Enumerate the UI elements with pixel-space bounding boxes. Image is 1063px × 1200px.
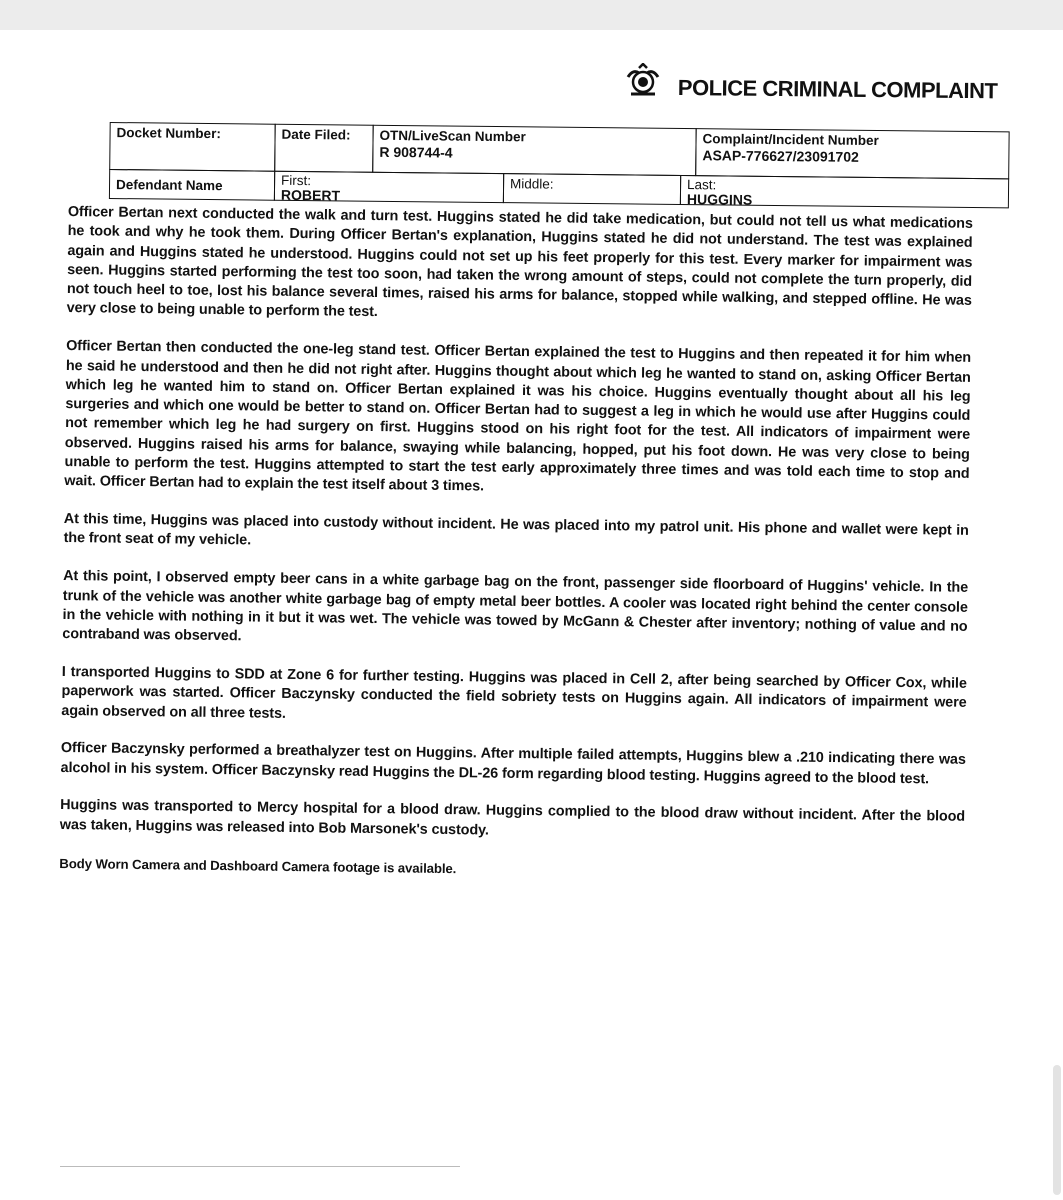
docket-number-cell bbox=[109, 122, 275, 172]
first-name-value: ROBERT bbox=[280, 186, 341, 204]
document-title: POLICE CRIMINAL COMPLAINT bbox=[677, 75, 998, 104]
last-name-value: HUGGINS bbox=[686, 191, 753, 208]
viewer-top-bar bbox=[0, 0, 1063, 31]
narrative-paragraph: Officer Bertan then conducted the one-leg stand test. Officer Bertan explained the test to Huggins and then repeated it for him when he said he understood and then he did not right after. Huggins thought about which leg he wanted to stand on, asking Officer Bertan which leg he wanted him to stand on. Officer Bertan explained it was his choice. Huggins eventually thought about all his leg surgeries and which one would be better to stand on. Officer Bertan had to suggest a leg in which he would use after Huggins could not remember which leg he had surgery on first. Huggins stood on his right foot for the test. All indicators of impairment were observed. Huggins raised his arms for balance, swaying while balancing, hopped, put his foot down. He was very close to being unable to perform the test. Huggins attempted to start the test early approximately three times and was told each time to stop and wait. Officer Bertan had to explain the test itself about 3 times. bbox=[64, 338, 972, 495]
last-name-label: Last: bbox=[687, 177, 717, 193]
defendant-name-label: Defendant Name bbox=[115, 177, 223, 194]
narrative-paragraph: Officer Bertan next conducted the walk and turn test. Huggins stated he did take medication, but could not tell us what medications he took and why he took them. During Officer Bertan's explanation, Huggins stated he did not understand. The test was explained again and Huggins stated he understood. Huggins could not set up his feet properly for this test. Every marker for impairment was seen. Huggins started performing the test too soon, had taken the wrong amount of steps, could not complete the turn properly, did not touch heel to toe, lost his balance several times, raised his arms for balance, stopped while walking, and stepped offline. He was very close to being unable to perform the test. bbox=[66, 203, 973, 321]
narrative-paragraph: At this time, Huggins was placed into custody without incident. He was placed into my patrol unit. His phone and wallet were kept in the front seat of my vehicle. bbox=[63, 511, 969, 549]
page-bottom-rule bbox=[60, 1166, 460, 1167]
complaint-header-table bbox=[109, 94, 1010, 208]
narrative-paragraph: I transported Huggins to SDD at Zone 6 for further testing. Huggins was placed in Cell 2, after being searched by Officer Cox, while paperwork was started. Officer Baczynsky conducted the field sobriety tests on Huggins again. All indicators of impairment were again observed on all three tests. bbox=[61, 663, 967, 722]
complaint-number-label: Complaint/Incident Number bbox=[702, 131, 879, 149]
date-filed-cell bbox=[274, 124, 373, 173]
state-seal-icon bbox=[625, 63, 661, 99]
first-name-label: First: bbox=[281, 172, 312, 189]
narrative-paragraph: At this point, I observed empty beer cans in a white garbage bag on the front, passenger side floorboard of Huggins' vehicle. In the trunk of the vehicle was another white garbage bag of empty metal beer bottles. A cooler was located right behind the center console in the vehicle with nothing in it but it was wet. The vehicle was towed by McGann & Chester after inventory; nothing of value and no contraband was observed. bbox=[62, 568, 969, 645]
first-name-cell bbox=[274, 171, 504, 203]
complaint-number-value: ASAP-776627/23091702 bbox=[702, 147, 859, 165]
date-filed-label: Date Filed: bbox=[281, 126, 351, 143]
middle-name-cell bbox=[503, 173, 681, 205]
last-name-cell bbox=[680, 175, 1009, 208]
defendant-name-cell bbox=[109, 169, 275, 201]
middle-name-label: Middle: bbox=[510, 176, 554, 192]
footage-note: Body Worn Camera and Dashboard Camera footage is available. bbox=[59, 855, 457, 876]
otn-label: OTN/LiveScan Number bbox=[379, 127, 526, 145]
scrollbar[interactable] bbox=[1053, 1065, 1061, 1195]
narrative-paragraph: Officer Baczynsky performed a breathalyzer test on Huggins. After multiple failed attempts, Huggins blew a .210 indicating there was alcohol in his system. Officer Baczynsky read Huggins the DL-26 form regarding blood testing. Huggins agreed to the blood test. bbox=[60, 740, 966, 787]
narrative-paragraph: Huggins was transported to Mercy hospital for a blood draw. Huggins complied to the blood draw without incident. After the blood was taken, Huggins was released into Bob Marsonek's custody. bbox=[59, 797, 966, 839]
complaint-number-cell bbox=[695, 128, 1009, 179]
docket-number-label: Docket Number: bbox=[116, 125, 221, 142]
otn-cell bbox=[372, 125, 696, 176]
otn-value: R 908744-4 bbox=[379, 143, 453, 161]
complaint-narrative bbox=[59, 203, 973, 903]
